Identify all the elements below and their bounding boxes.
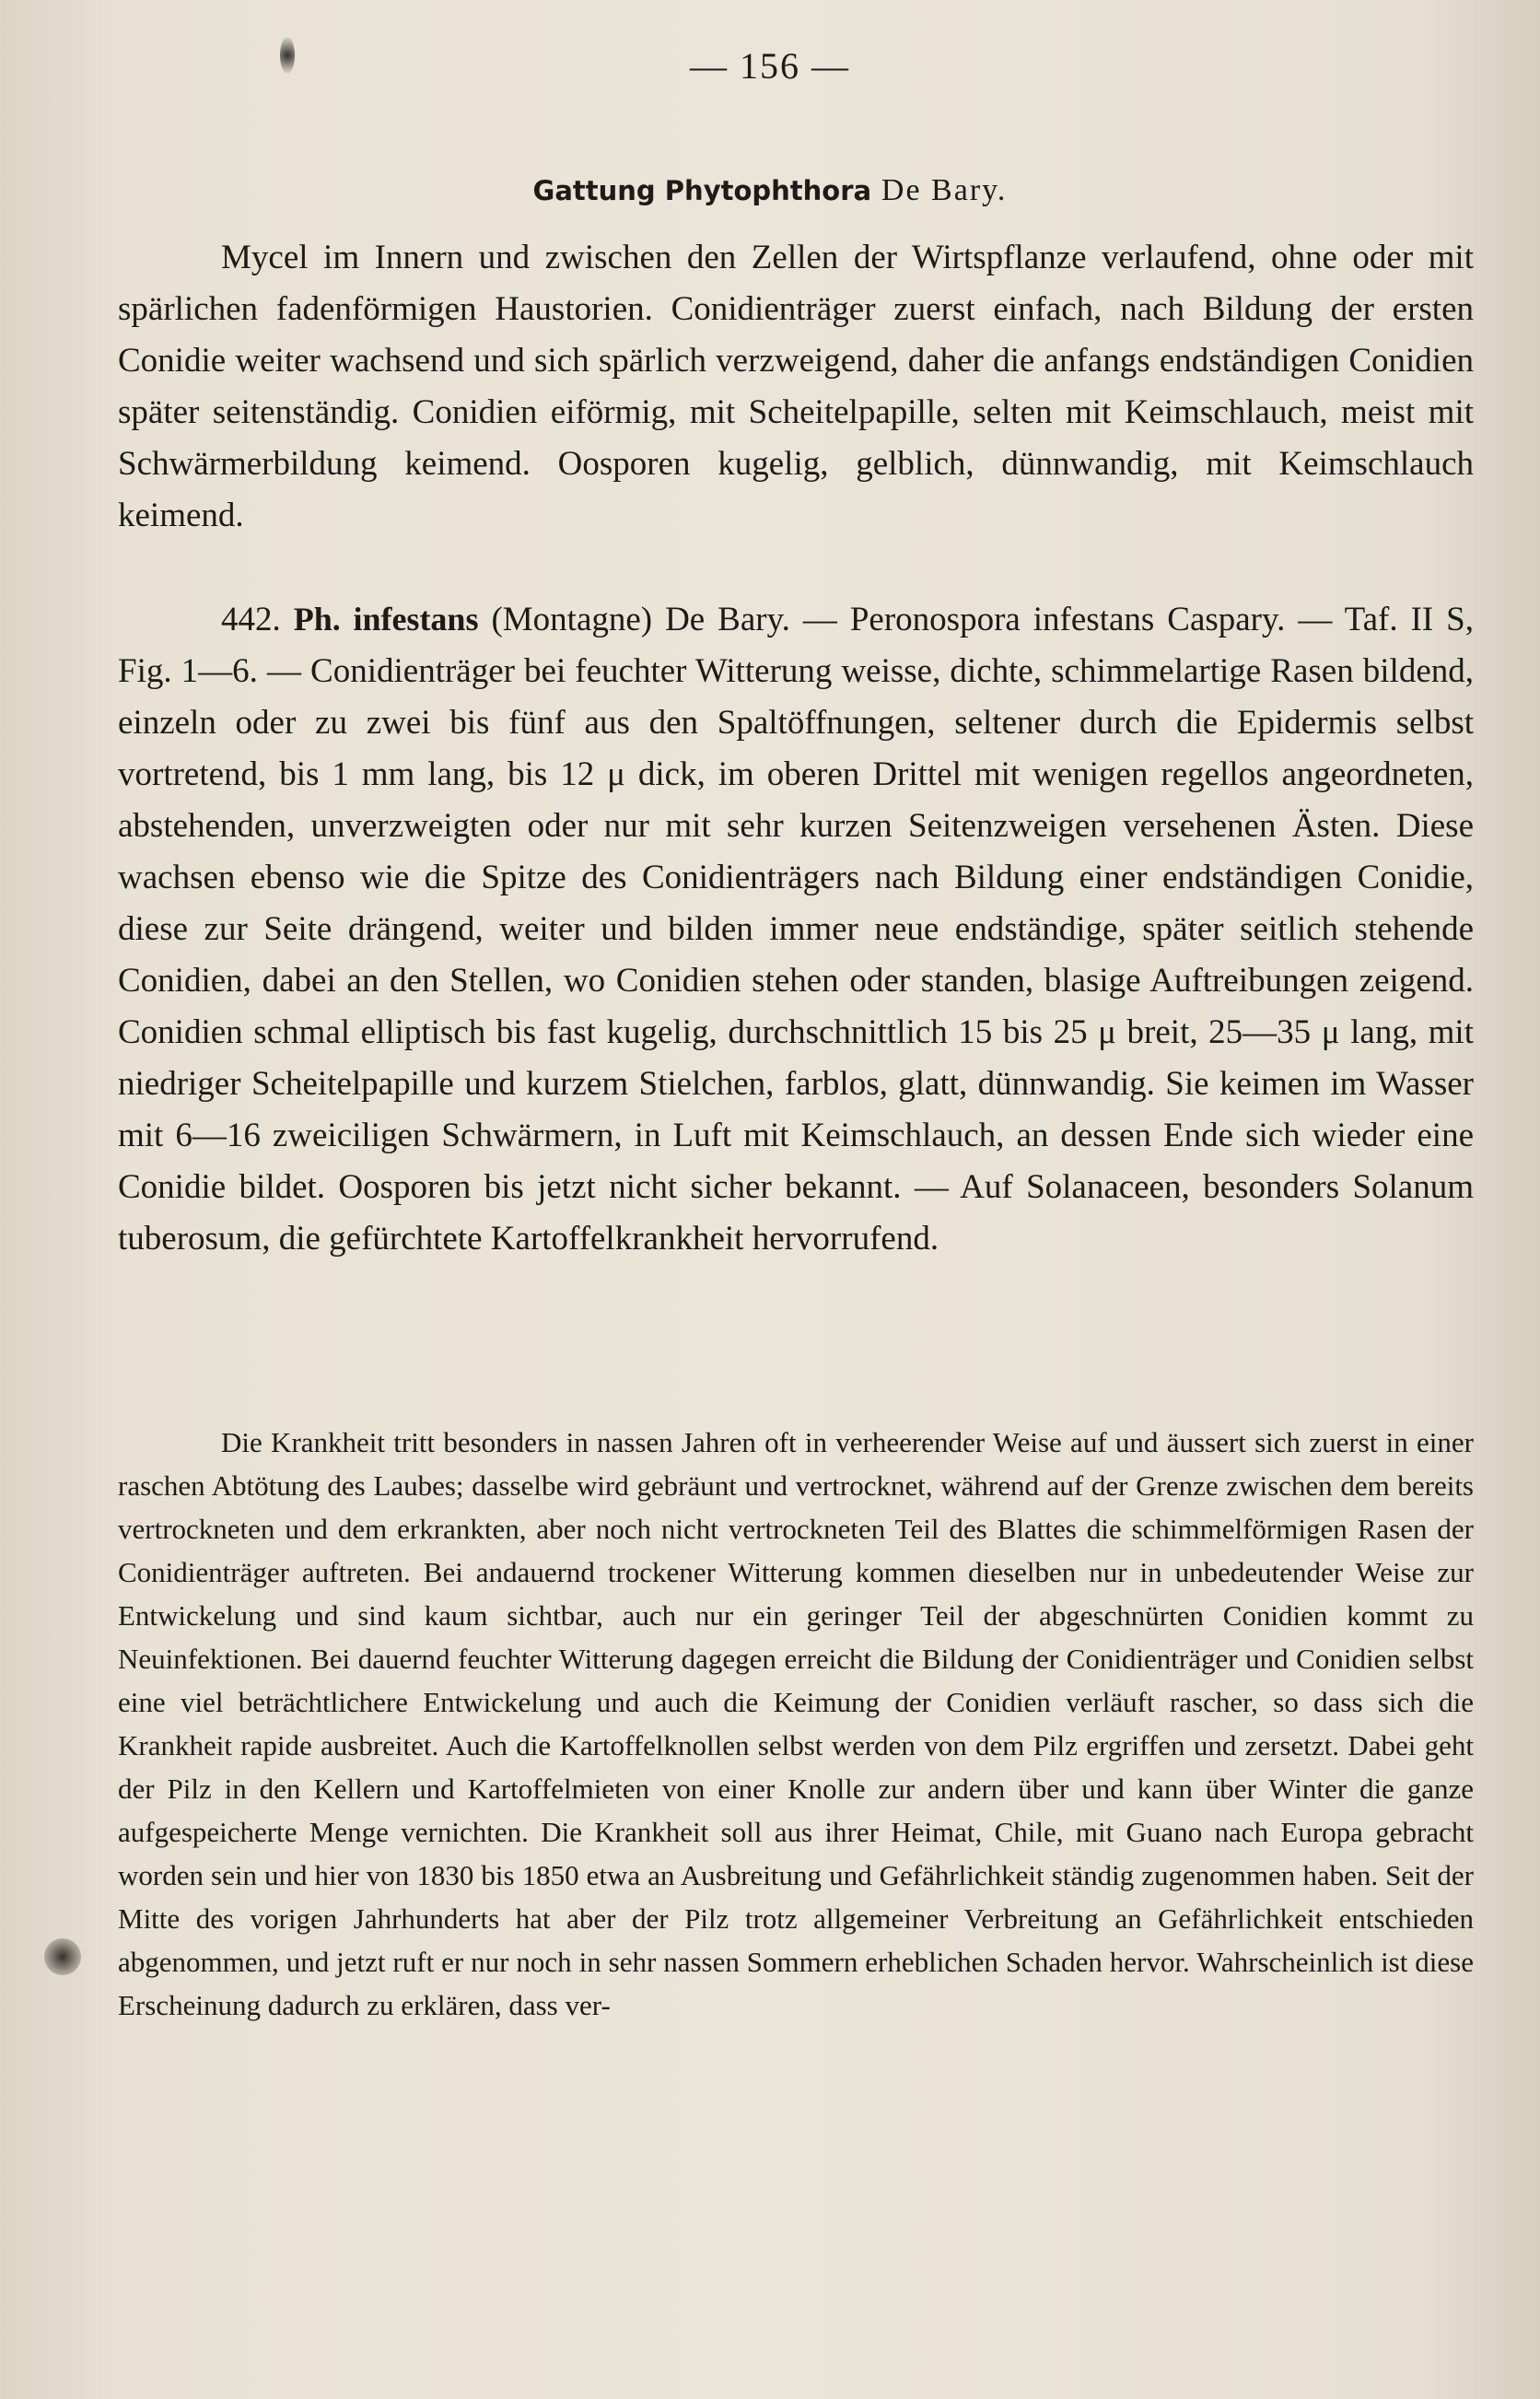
genus-title: Gattung Phytophthora: [532, 175, 872, 206]
disease-note: Die Krankheit tritt besonders in nassen Jahren oft in verheerender Weise auf und äussert sich zuerst in einer raschen Abtötung des Laubes; dasselbe wird gebräunt und vertrocknet, während auf der Grenze zwischen dem bereits vertrockneten und dem erkrankten, aber noch nicht vertrockneten Teil des Blattes die schimmelförmigen Rasen der Conidienträger auftreten. Bei andauernd trockener Witterung kommen dieselben nur in unbedeutender Weise zur Entwickelung und sind kaum sichtbar, auch nur ein geringer Teil der abgeschnürten Conidien kommt zu Neuinfektionen. Bei dauernd feuchter Witterung dagegen erreicht die Bildung der Conidienträger und Conidien selbst eine viel beträchtlichere Entwickelung und auch die Keimung der Conidien verläuft rascher, so dass sich die Krankheit rapide ausbreitet. Auch die Kartoffelknollen selbst werden von dem Pilz ergriffen und zersetzt. Dabei geht der Pilz in den Kellern und Kartoffelmieten von einer Knolle zur andern über und kann über Winter die ganze aufgespeicherte Menge vernichten. Die Krankheit soll aus ihrer Heimat, Chile, mit Guano nach Europa gebracht worden sein und hier von 1830 bis 1850 etwa an Ausbreitung und Gefährlichkeit ständig zugenommen haben. Seit der Mitte des vorigen Jahrhunderts hat aber der Pilz trotz allgemeiner Verbreitung an Gefährlichkeit entschieden abgenommen, und jetzt ruft er nur noch in sehr nassen Sommern erheblichen Schaden hervor. Wahrscheinlich ist diese Erscheinung dadurch zu erklären, dass ver-: [118, 1426, 1474, 2021]
page-number: — 156 —: [690, 45, 850, 87]
species-entry: [118, 593, 1474, 1265]
ink-spot-left: [44, 1938, 81, 1975]
species-number: 442.: [221, 601, 281, 638]
genus-author: De Bary.: [881, 173, 1008, 207]
genus-heading: [0, 169, 1540, 212]
species-name: Ph. infestans: [293, 601, 479, 638]
species-description: (Montagne) De Bary. — Peronospora infestans Caspary. — Taf. II S, Fig. 1—6. — Conidienträger bei feuchter Witterung weisse, dichte, schimmelartige Rasen bildend, einzeln oder zu zwei bis fünf aus den Spaltöffnungen, seltener durch die Epidermis selbst vortretend, bis 1 mm lang, bis 12 μ dick, im oberen Drittel mit wenigen regellos angeordneten, abstehenden, unverzweigten oder nur mit sehr kurzen Seitenzweigen versehenen Ästen. Diese wachsen ebenso wie die Spitze des Conidienträgers nach Bildung einer endständigen Conidie, diese zur Seite drängend, weiter und bilden immer neue endständige, später seitlich stehende Conidien, dabei an den Stellen, wo Conidien stehen oder standen, blasige Auftreibungen zeigend. Conidien schmal elliptisch bis fast kugelig, durchschnittlich 15 bis 25 μ breit, 25—35 μ lang, mit niedriger Scheitelpapille und kurzem Stielchen, farblos, glatt, dünnwandig. Sie keimen im Wasser mit 6—16 zweiciligen Schwärmern, in Luft mit Keimschlauch, an dessen Ende sich wieder eine Conidie bildet. Oosporen bis jetzt nicht sicher bekannt. — Auf Solanaceen, besonders Solanum tuberosum, die gefürchtete Kartoffelkrankheit hervorrufend.: [118, 601, 1475, 1258]
genus-description: Mycel im Innern und zwischen den Zellen der Wirtspflanze verlaufend, ohne oder mit spärlichen fadenförmigen Haustorien. Conidienträger zuerst einfach, nach Bildung der ersten Conidie weiter wachsend und sich spärlich verzweigend, daher die anfangs endständigen Conidien später seitenständig. Conidien eiförmig, mit Scheitelpapille, selten mit Keimschlauch, meist mit Schwärmerbildung keimend. Oosporen kugelig, gelblich, dünnwandig, mit Keimschlauch keimend.: [118, 239, 1474, 534]
